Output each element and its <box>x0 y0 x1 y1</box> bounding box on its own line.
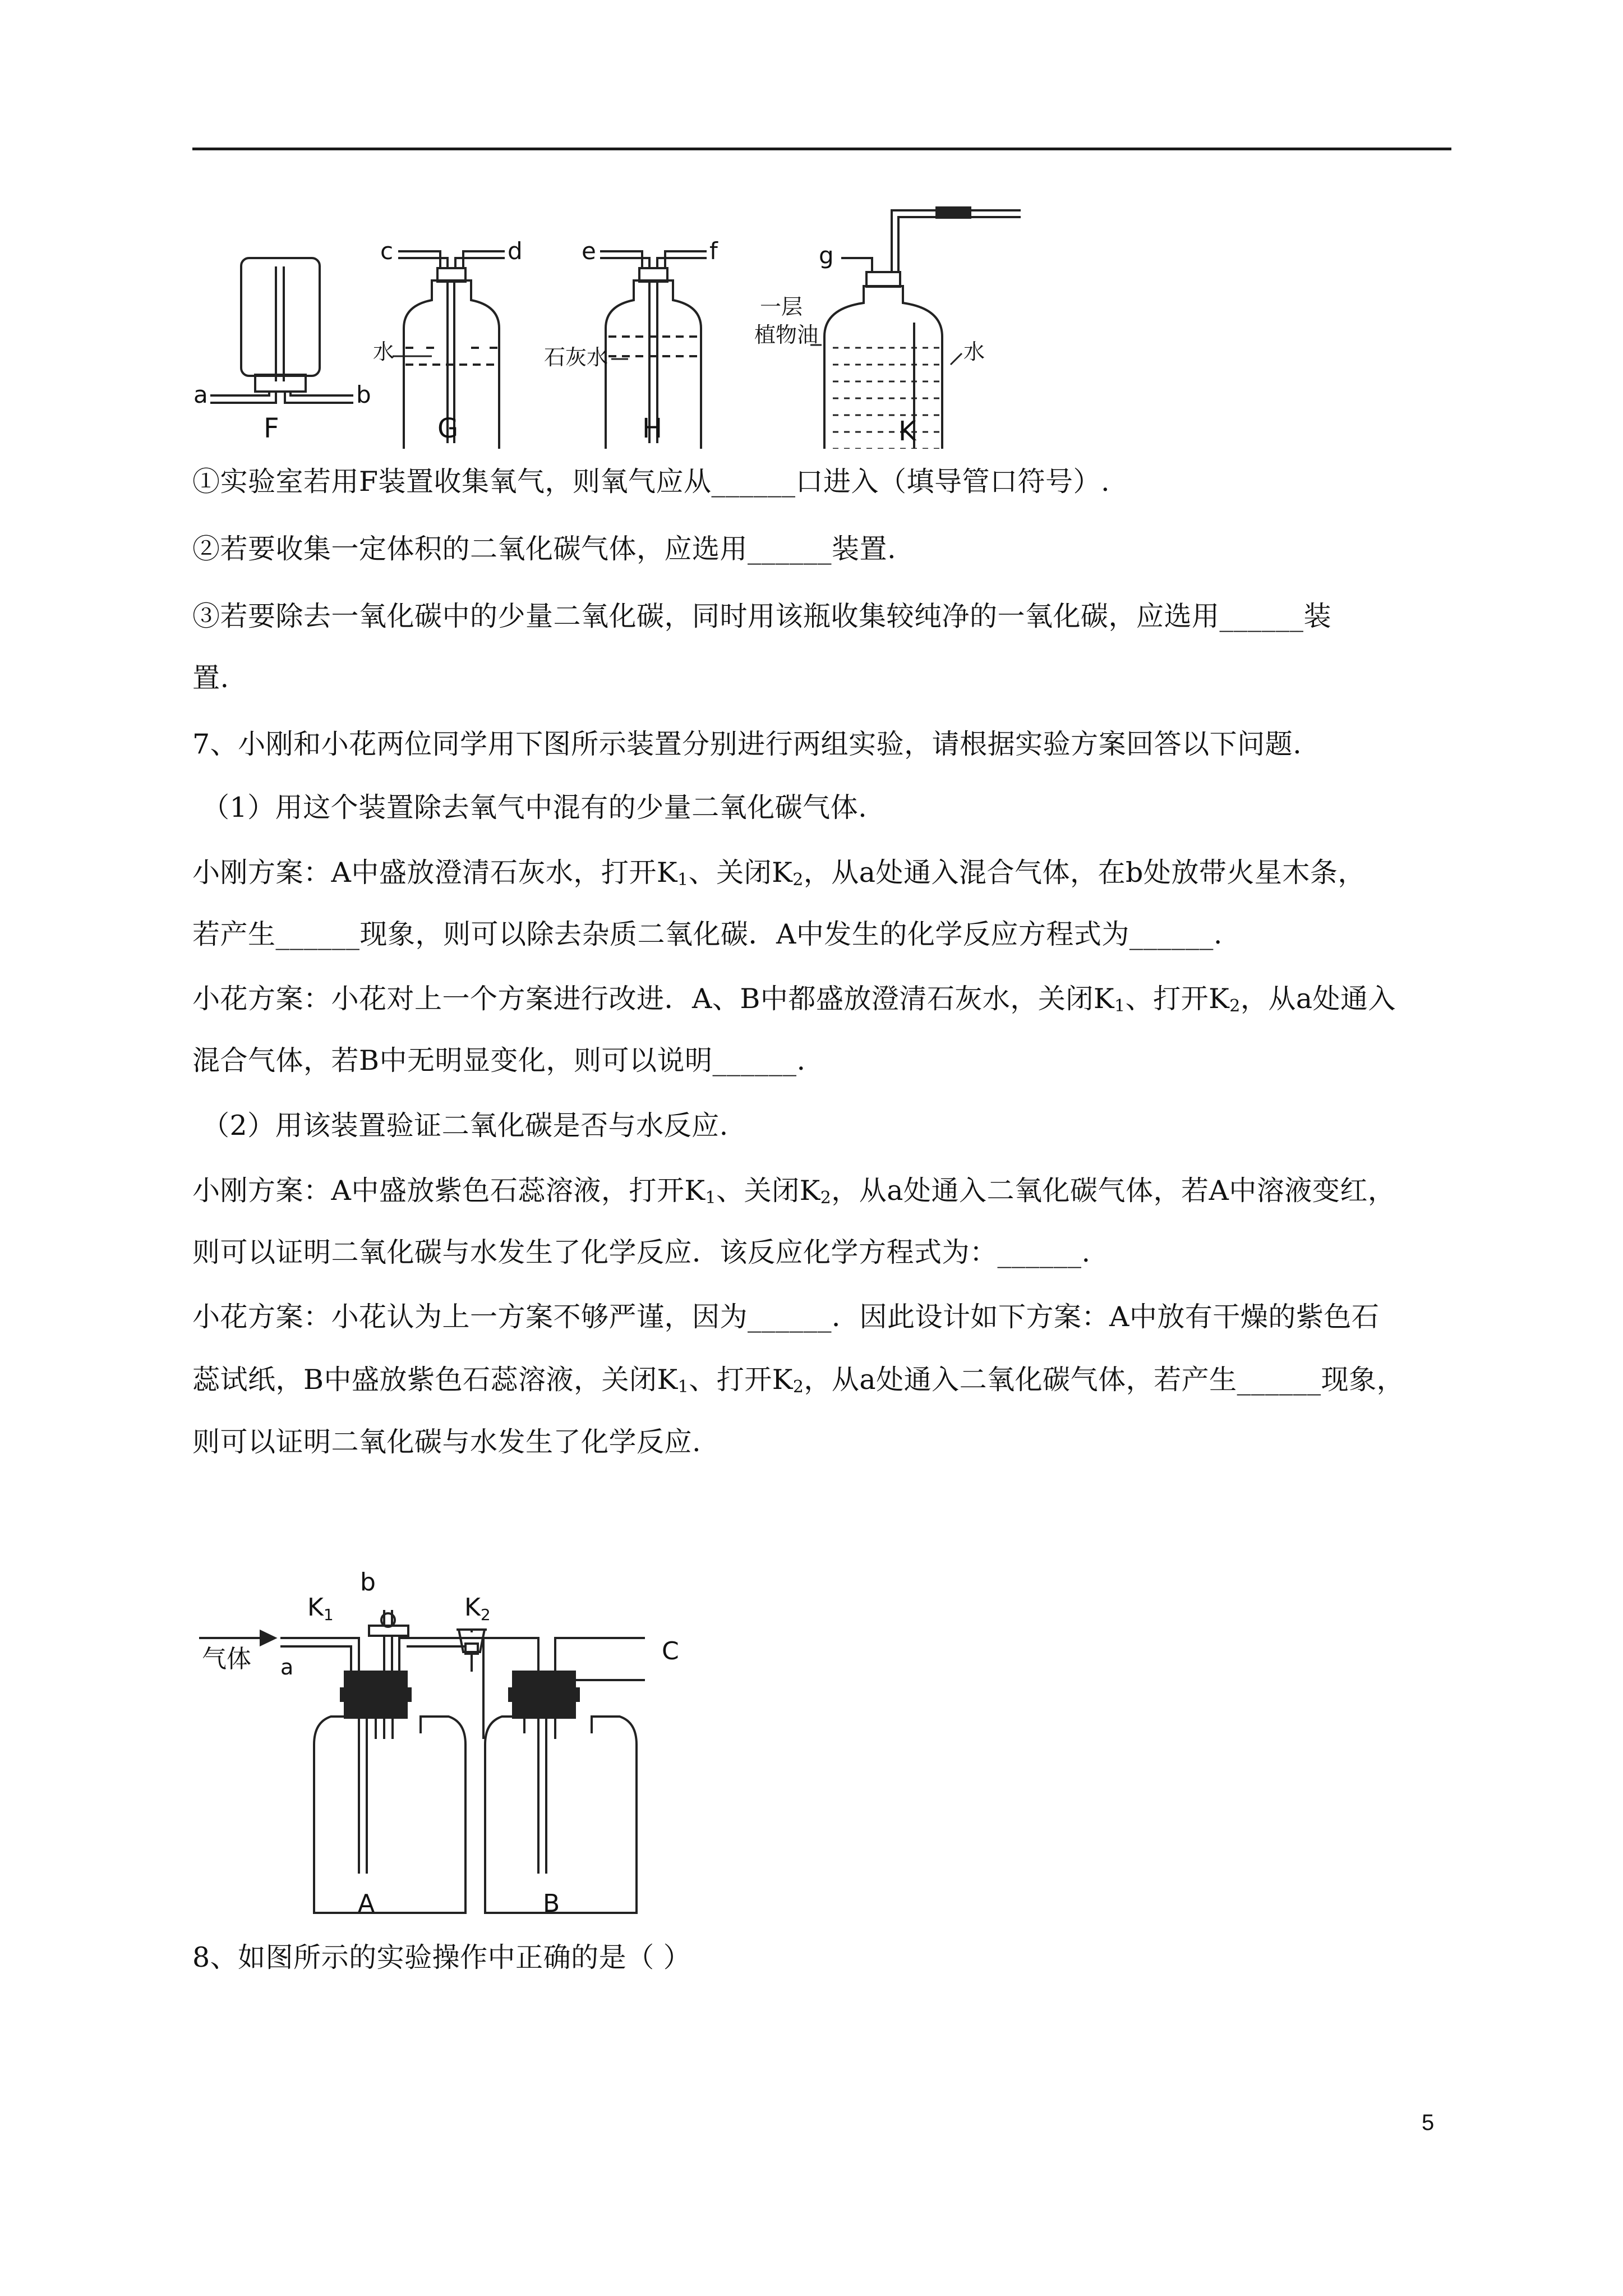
q7-p2-xiaogang-line1: 小刚方案：A中盛放紫色石蕊溶液，打开$K_1$、关闭$K_2$，从a处通入二氧化碳气体，若A中溶液变红， <box>192 1175 1396 1208</box>
q7-part1-title: （1）用这个装置除去氧气中混有的少量二氧化碳气体. <box>202 792 868 823</box>
q8-text: 8、如图所示的实验操作中正确的是（ ） <box>192 1941 691 1973</box>
bottle-k <box>824 208 1021 449</box>
label-f: F <box>264 413 279 444</box>
label-g-water: 水 <box>373 339 395 364</box>
label-c: C <box>662 1637 679 1665</box>
label-k-oil-line1: 一层 <box>760 295 803 319</box>
q7-p1-xiaogang-line2: 若产生______现象，则可以除去杂质二氧化碳．A中发生的化学反应方程式为______. <box>192 918 1223 950</box>
page-number: 5 <box>1422 2110 1435 2135</box>
label-f-a: a <box>193 381 208 408</box>
q7-p2-xiaogang-line2: 则可以证明二氧化碳与水发生了化学反应．该反应化学方程式为：______. <box>192 1236 1091 1268</box>
label-k-oil-line2: 植物油 <box>754 323 819 347</box>
label-k1: K1 <box>307 1593 334 1624</box>
header-rule <box>192 148 1451 150</box>
label-k-g: g <box>819 242 834 269</box>
q7-part2-title: （2）用该装置验证二氧化碳是否与水反应. <box>202 1110 728 1142</box>
apparatus-ab-svg <box>191 1559 729 1918</box>
q7-p2-xiaohua-line3: 则可以证明二氧化碳与水发生了化学反应. <box>192 1426 702 1458</box>
label-bottle-a: A <box>358 1889 375 1918</box>
label-h: H <box>642 413 663 444</box>
bottle-a <box>280 1610 483 1913</box>
label-k: K <box>898 416 916 447</box>
label-f-b: b <box>356 381 371 408</box>
valve-k2 <box>457 1629 487 1672</box>
label-k2: K2 <box>464 1593 491 1624</box>
q7-p1-xiaogang-line1: 小刚方案：A中盛放澄清石灰水，打开$K_1$、关闭$K_2$，从a处通入混合气体，在b处放带火星木条， <box>192 857 1366 890</box>
label-h-f: f <box>709 237 718 265</box>
label-k-water: 水 <box>963 339 985 364</box>
q7-p1-xiaohua-line2: 混合气体，若B中无明显变化，则可以说明______. <box>192 1045 806 1076</box>
label-b: b <box>360 1568 376 1596</box>
apparatus-figure-ab <box>191 1559 729 1918</box>
label-g-d: d <box>508 237 523 265</box>
q6-item-1: ①实验室若用F装置收集氧气，则氧气应从______口进入（填导管口符号）. <box>192 466 1110 498</box>
label-gas: 气体 <box>202 1645 251 1673</box>
label-g-c: c <box>380 237 394 265</box>
q6-item-3-line1: ③若要除去一氧化碳中的少量二氧化碳，同时用该瓶收集较纯净的一氧化碳，应选用______装 <box>192 600 1332 632</box>
apparatus-figure-fghk <box>191 196 1021 449</box>
label-g: G <box>437 413 459 444</box>
q7-p2-xiaohua-line2: 蕊试纸，B中盛放紫色石蕊溶液，关闭$K_1$、打开$K_2$，从a处通入二氧化碳气体，若产生______现象， <box>192 1364 1405 1397</box>
label-a: a <box>280 1655 294 1680</box>
q6-item-2: ②若要收集一定体积的二氧化碳气体，应选用______装置. <box>192 533 897 565</box>
label-h-e: e <box>582 237 596 265</box>
label-bottle-b: B <box>543 1889 560 1918</box>
q7-intro: 7、小刚和小花两位同学用下图所示装置分别进行两组实验，请根据实验方案回答以下问题. <box>192 728 1302 760</box>
q7-p1-xiaohua-line1: 小花方案：小花对上一个方案进行改进．A、B中都盛放澄清石灰水，关闭$K_1$、打开$K_2$，从a处通入 <box>192 983 1396 1016</box>
bottle-f <box>210 258 353 403</box>
apparatus-fghk-svg <box>191 196 1021 449</box>
bottle-b <box>485 1638 645 1913</box>
q7-p2-xiaohua-line1: 小花方案：小花认为上一方案不够严谨，因为______．因此设计如下方案：A中放有干燥的紫色石 <box>192 1301 1380 1333</box>
label-h-limewater: 石灰水 <box>544 345 608 370</box>
q6-item-3-line2: 置. <box>192 662 229 694</box>
